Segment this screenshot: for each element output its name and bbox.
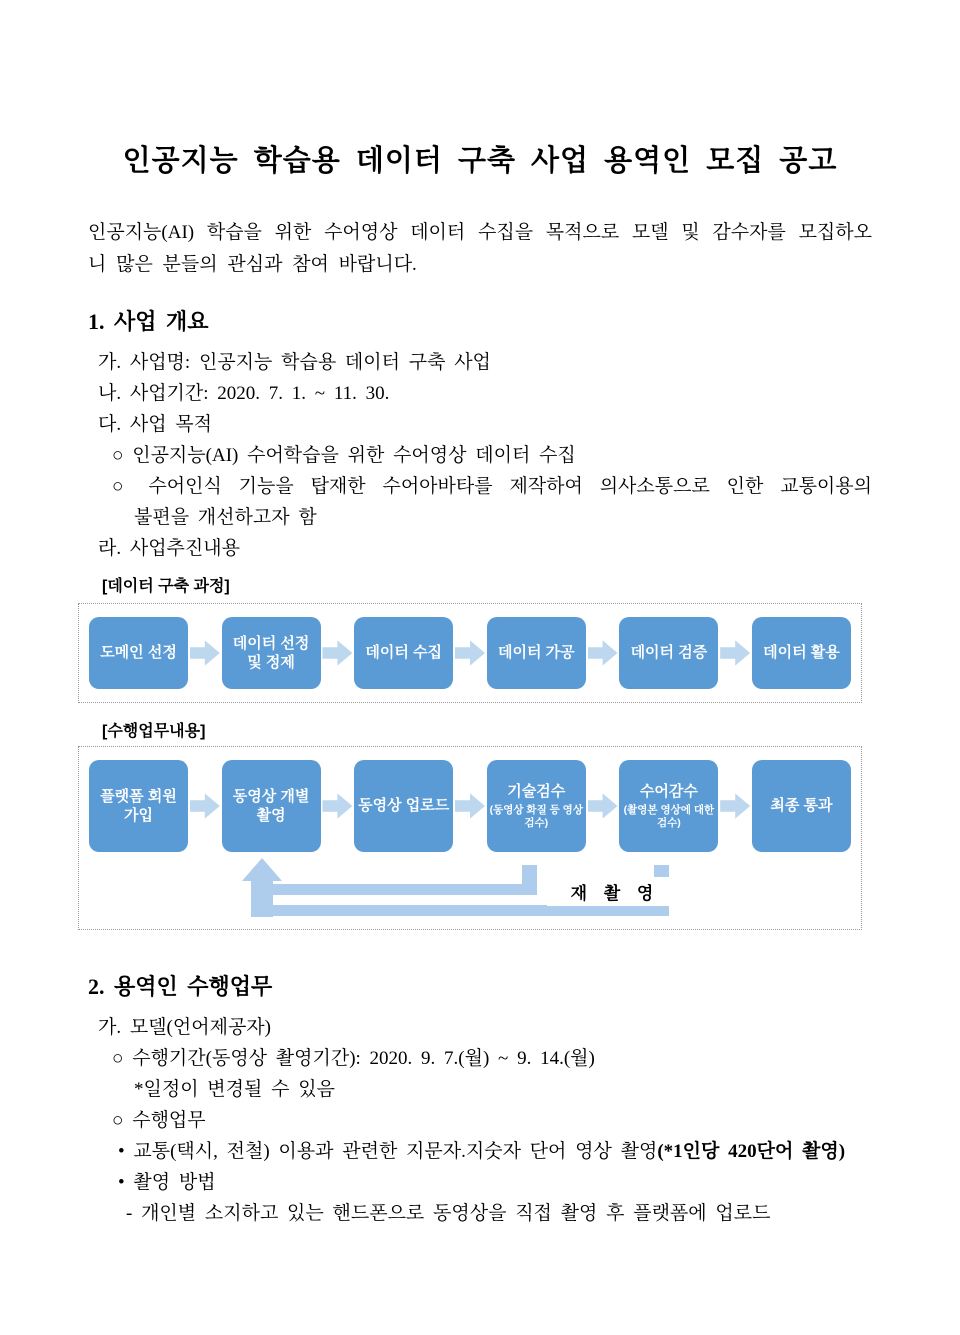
step-data-selection-cleaning: 데이터 선정 및 정제 [222,617,321,689]
flow-arrow-icon [190,638,220,668]
step-final-pass [752,760,851,852]
diagram2-label: [수행업무내용] [102,723,206,740]
flow-arrow-icon [455,638,485,668]
step-platform-signup [89,760,188,852]
section1-body [88,347,872,564]
section1-purpose-bullet2-line2: 불편을 개선하고자 함 [134,507,317,528]
flow-arrow-icon [455,791,485,821]
step-label: 수어감수 [639,783,698,801]
task1-bold-text: (*1인당 420단어 촬영) [657,1141,846,1162]
work-content-diagram [78,746,862,930]
step-label: 동영상 업로드 [358,797,450,815]
step-sign-language-review [619,760,718,852]
section1-purpose-bullet1: ○ 인공지능(AI) 수어학습을 위한 수어영상 데이터 수집 [112,445,576,466]
section2-task3: - 개인별 소지하고 있는 핸드폰으로 동영상을 직접 촬영 후 플랫폼에 업로드 [126,1203,771,1224]
step-individual-video-shoot [222,760,321,852]
step-data-utilization: 데이터 활용 [752,617,851,689]
flow-arrow-icon [720,638,750,668]
reshoot-up-arrowhead-icon [242,858,282,881]
intro-line-1: 인공지능(AI) 학습을 위한 수어영상 데이터 수집을 목적으로 모델 및 감수자를 모집하오 [88,222,872,243]
document-title: 인공지능 학습용 데이터 구축 사업 용역인 모집 공고 [122,145,838,177]
section2-bullet-period: ○ 수행기간(동영상 촬영기간): 2020. 9. 7.(월) ~ 9. 14.(월) [112,1048,595,1069]
task1-text: • 교통(택시, 전철) 이용과 관련한 지문자.지숫자 단어 영상 촬영 [118,1141,658,1162]
section1-item-period: 나. 사업기간: 2020. 7. 1. ~ 11. 30. [98,383,390,404]
step-sublabel: (동영상 화질 등 영상검수) [489,803,583,829]
step-data-verification: 데이터 검증 [619,617,718,689]
section1-item-content: 라. 사업추진내용 [98,538,240,559]
step-label: 최종 통과 [770,797,833,815]
section2-heading: 2. 용역인 수행업무 [88,974,273,999]
step-video-upload [354,760,453,852]
diagram1-label: [데이터 구축 과정] [102,578,230,595]
diagram2-flow-row [89,760,851,852]
intro-paragraph [88,217,872,281]
reshoot-line-from-sign-language-review [251,905,669,916]
step-domain-selection: 도메인 선정 [89,617,188,689]
step-label: 기술검수 [507,783,566,801]
diagram1-flow-row [89,604,851,702]
step-data-collection: 데이터 수집 [354,617,453,689]
flow-arrow-icon [322,638,352,668]
flow-arrow-icon [720,791,750,821]
section2-body [88,1012,872,1229]
section1-item-purpose: 다. 사업 목적 [98,414,213,435]
flow-arrow-icon [588,791,618,821]
section2-item-model: 가. 모델(언어제공자) [98,1017,271,1038]
section2-bullet-tasks: ○ 수행업무 [112,1110,206,1131]
flow-arrow-icon [588,638,618,668]
reshoot-label: 재 촬 영 [547,877,683,906]
section1-heading: 1. 사업 개요 [88,309,209,334]
data-build-process-diagram [78,603,862,703]
flow-arrow-icon [190,791,220,821]
section1-item-name: 가. 사업명: 인공지능 학습용 데이터 구축 사업 [98,352,491,373]
section2-task2: • 촬영 방법 [118,1172,216,1193]
section2-task1 [88,1136,872,1167]
section2-note-schedule: *일정이 변경될 수 있음 [134,1079,335,1100]
step-technical-inspection [487,760,586,852]
step-label: 플랫폼 회원 가입 [100,787,177,824]
reshoot-stub-technical-inspection [522,865,537,895]
reshoot-line-from-technical-inspection [273,884,537,895]
flow-arrow-icon [322,791,352,821]
step-sublabel: (촬영본 영상에 대한 검수) [623,803,715,829]
step-data-processing: 데이터 가공 [487,617,586,689]
step-label: 동영상 개별 촬영 [232,787,310,824]
intro-line-2: 니 많은 분들의 관심과 참여 바랍니다. [88,254,417,275]
section1-purpose-bullet2-line1: ○ 수어인식 기능을 탑재한 수어아바타를 제작하여 의사소통으로 인한 교통이용의 [112,476,872,497]
